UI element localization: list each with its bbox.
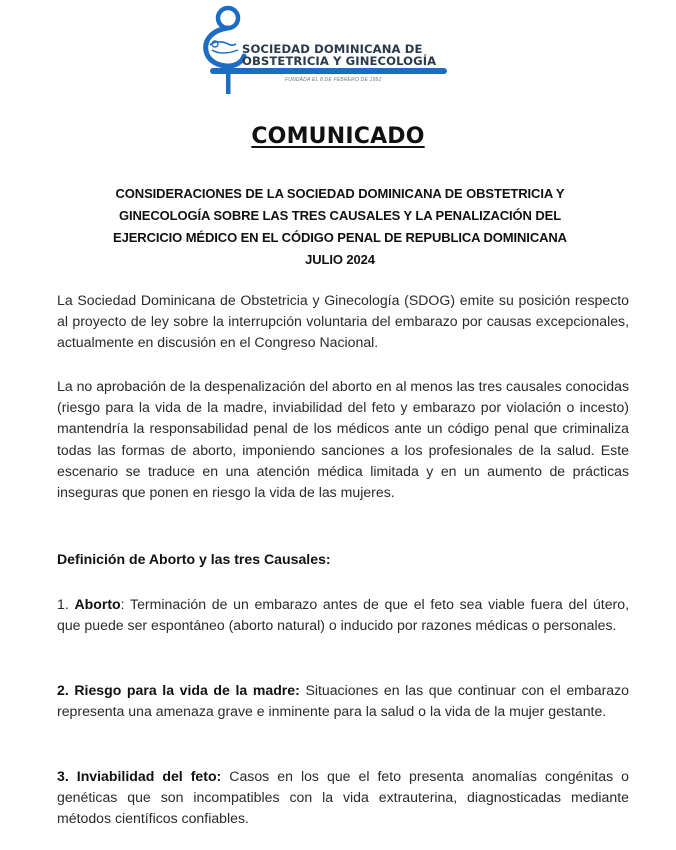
organization-name bbox=[242, 43, 436, 67]
subtitle-line: CONSIDERACIONES DE LA SOCIEDAD DOMINICANA DE OBSTETRICIA Y bbox=[115, 186, 565, 201]
definition-text: Casos en los que el feto presenta anomalías congénitas o genéticas que son incompatibles con la vida extrauterina, diagnosticadas mediante métodos científicos confiables. bbox=[57, 768, 629, 827]
definition-text: Situaciones en las que continuar con el embarazo representa una amenaza grave e inminente para la salud o la vida de la mujer gestante. bbox=[57, 682, 630, 720]
subtitle-line: GINECOLOGÍA SOBRE LAS TRES CAUSALES Y LA PENALIZACIÓN DEL bbox=[118, 208, 562, 223]
definition-item bbox=[57, 680, 629, 722]
definition-term: 2. Riesgo para la vida de la madre: bbox=[57, 682, 300, 698]
document-subtitle bbox=[40, 183, 640, 271]
subtitle-line: EJERCICIO MÉDICO EN EL CÓDIGO PENAL DE REPUBLICA DOMINICANA bbox=[113, 230, 567, 245]
definition-item bbox=[57, 594, 629, 636]
context-paragraph: La no aprobación de la despenalización del aborto en al menos las tres causales conocidas (riesgo para la vida de la madre, inviabilidad del feto y embarazo por violación o incesto) mantendría la responsabilidad penal de los médicos ante un código penal que criminaliza todas las formas de aborto, imponiendo sanciones a los profesionales de la salud. Este escenario se traduce en una atención médica limitada y en un aumento de prácticas inseguras que ponen en riesgo la vida de las mujeres. bbox=[57, 378, 629, 501]
founded-date: FUNDADA EL 8 DE FEBRERO DE 1951 bbox=[285, 77, 382, 83]
definition-term: 3. Inviabilidad del feto: bbox=[57, 768, 222, 784]
logo-divider-bar bbox=[210, 68, 447, 74]
definition-separator: : bbox=[120, 596, 131, 612]
sdog-logo bbox=[200, 4, 450, 96]
organization-name-line2: OBSTETRICIA Y GINECOLOGÍA bbox=[242, 54, 437, 68]
definition-number: 1. bbox=[57, 596, 75, 612]
organization-name-line1: SOCIEDAD DOMINICANA DE bbox=[242, 42, 423, 56]
definition-text: Terminación de un embarazo antes de que el feto sea viable fuera del útero, que puede ser espontáneo (aborto natural) o inducido por razones médicas o personales. bbox=[57, 596, 630, 634]
definition-item bbox=[57, 766, 629, 830]
definition-term: Aborto bbox=[74, 596, 121, 612]
section-heading: Definición de Aborto y las tres Causales: bbox=[57, 551, 331, 567]
intro-paragraph: La Sociedad Dominicana de Obstetricia y Ginecología (SDOG) emite su posición respecto al proyecto de ley sobre la interrupción voluntaria del embarazo por causas excepcionales, actualmente en discusión en el Congreso Nacional. bbox=[57, 292, 629, 351]
subtitle-date: JULIO 2024 bbox=[305, 252, 375, 267]
document-title: COMUNICADO bbox=[251, 124, 425, 149]
